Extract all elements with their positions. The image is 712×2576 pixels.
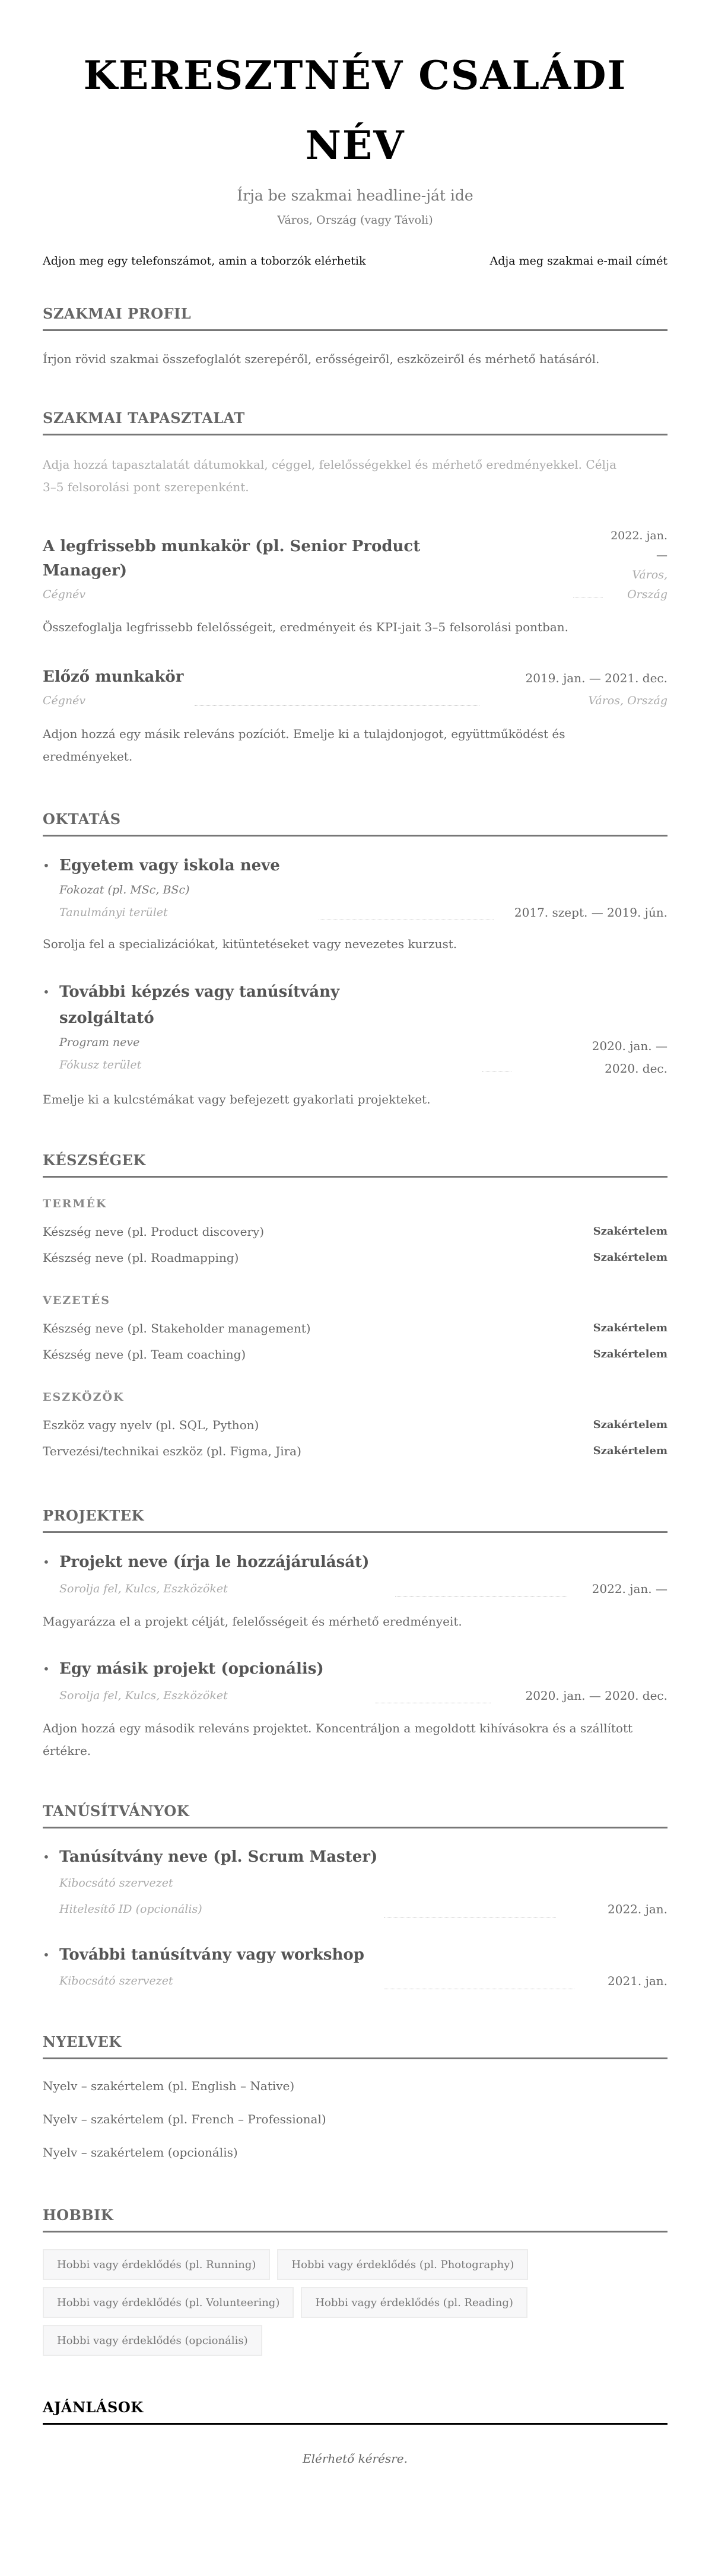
certification-item [43,1942,668,1994]
section-heading-education: OKTATÁS [43,809,668,837]
section-heading-references: AJÁNLÁSOK [43,2397,668,2425]
education-item [43,979,668,1080]
section-heading-skills: KÉSZSÉGEK [43,1150,668,1178]
education-description: Emelje ki a kulcstémákat vagy befejezett gyakorlati projekteket. [43,1092,431,1106]
education-item [43,853,668,924]
job-item [43,529,668,638]
contact-row [43,252,668,270]
job-location: Város, Ország [588,694,668,707]
job-date-start: 2022. jan. [611,529,668,542]
project-date: 2022. jan. — [592,1582,668,1596]
section-heading-projects: PROJEKTEK [43,1506,668,1533]
skill-group-title: VEZETÉS [43,1294,110,1307]
project-name: • Projekt neve (írja le hozzájárulását) [59,1553,370,1571]
leader-line [195,705,479,706]
skill-row [43,1341,668,1367]
leader-line [395,1596,567,1597]
field-of-study: Tanulmányi terület [59,906,168,919]
skill-row [43,1438,668,1464]
skill-name: Készség neve (pl. Team coaching) [43,1347,246,1362]
skill-row [43,1219,668,1245]
skill-group [43,1389,668,1464]
skill-group-title: ESZKÖZÖK [43,1391,125,1404]
skill-row [43,1245,668,1271]
project-description: Magyarázza el a projekt célját, felelősségeit és mérhető eredményeit. [43,1614,462,1629]
certification-item [43,1844,668,1922]
project-description: Adjon hozzá egy második releváns projektet. Koncentráljon a megoldott kihívásokra és a szállított értékre. [43,1721,633,1758]
degree: Fokozat (pl. MSc, BSc) [59,883,190,896]
school-name: • További képzés vagy tanúsítvány szolgáltató [59,983,340,1027]
certification-name: • További tanúsítvány vagy workshop [59,1946,364,1964]
job-location-city: Város, [632,568,668,581]
skill-group [43,1195,668,1271]
issuer: Kibocsátó szervezet [59,1974,173,1987]
hobby-chip: Hobbi vagy érdeklődés (pl. Reading) [301,2287,527,2318]
skill-level: Szakértelem [593,1445,668,1457]
job-location-country: Ország [627,588,668,601]
education-date: 2020. jan. — 2020. dec. [592,1039,668,1076]
project-name: • Egy másik projekt (opcionális) [59,1660,324,1678]
profile-text: Írjon rövid szakmai összefoglalót szerepéről, erősségeiről, eszközeiről és mérhető hatásáról. [43,352,600,366]
hobby-chips [43,2249,595,2356]
project-item [43,1656,668,1707]
project-item [43,1549,668,1600]
phone: Adjon meg egy telefonszámot, amin a toborzók elérhetik [43,255,366,268]
job-description: Összefoglalja legfrissebb felelősségeit, eredményeit és KPI-jait 3–5 felsorolási pontban. [43,620,569,634]
language-item: Nyelv – szakértelem (pl. French – Professional) [43,2112,326,2126]
certification-name: • Tanúsítvány neve (pl. Scrum Master) [59,1848,378,1866]
credential-id: Hitelesítő ID (opcionális) [59,1903,202,1916]
hobby-chip: Hobbi vagy érdeklődés (opcionális) [43,2325,262,2356]
skill-level: Szakértelem [593,1225,668,1238]
skill-row [43,1412,668,1438]
references-text: Elérhető kérésre. [303,2451,408,2466]
hobby-chip: Hobbi vagy érdeklődés (pl. Volunteering) [43,2287,294,2318]
job-description: Adjon hozzá egy másik releváns pozíciót. Emelje ki a tulajdonjogot, együttműködést és eredményeket. [43,727,565,764]
headline: Írja be szakmai headline-ját ide [237,187,473,204]
company-name: Cégnév [43,694,86,707]
section-heading-experience: SZAKMAI TAPASZTALAT [43,408,668,435]
language-item: Nyelv – szakértelem (opcionális) [43,2145,238,2160]
section-heading-hobbies: HOBBIK [43,2205,668,2232]
certification-date: 2022. jan. [608,1902,668,1916]
candidate-name: KERESZTNÉV CSALÁDI NÉV [83,52,627,168]
hobby-chip: Hobbi vagy érdeklődés (pl. Photography) [277,2249,528,2280]
skill-name: Készség neve (pl. Stakeholder management) [43,1321,311,1335]
skill-level: Szakértelem [593,1419,668,1431]
skill-group-title: TERMÉK [43,1197,107,1210]
language-item: Nyelv – szakértelem (pl. English – Native) [43,2079,295,2093]
skill-name: Eszköz vagy nyelv (pl. SQL, Python) [43,1418,259,1432]
skill-level: Szakértelem [593,1251,668,1264]
hobby-chip: Hobbi vagy érdeklődés (pl. Running) [43,2249,270,2280]
job-title: A legfrissebb munkakör (pl. Senior Product Manager) [43,538,421,580]
skill-name: Készség neve (pl. Product discovery) [43,1225,265,1239]
skill-name: Készség neve (pl. Roadmapping) [43,1251,239,1265]
issuer: Kibocsátó szervezet [59,1877,173,1890]
job-date: 2019. jan. — 2021. dec. [525,671,668,685]
skill-level: Szakértelem [593,1348,668,1360]
focus-area: Fókusz terület [59,1058,142,1071]
job-date-separator: — [656,549,668,562]
project-tags: Sorolja fel, Kulcs, Eszközöket [59,1582,228,1595]
section-heading-certifications: TANÚSÍTVÁNYOK [43,1801,668,1828]
experience-intro: Adja hozzá tapasztalatát dátumokkal, céggel, felelősségekkel és mérhető eredményekkel. Célja 3–5 felsorolási pont szerepenként. [43,457,617,494]
section-heading-profile: SZAKMAI PROFIL [43,304,668,331]
skill-row [43,1315,668,1341]
education-description: Sorolja fel a specializációkat, kitüntetéseket vagy nevezetes kurzust. [43,937,457,951]
education-date: 2017. szept. — 2019. jún. [514,905,668,920]
email: Adja meg szakmai e-mail címét [490,255,668,268]
project-tags: Sorolja fel, Kulcs, Eszközöket [59,1689,228,1702]
skill-level: Szakértelem [593,1322,668,1334]
job-title: Előző munkakör [43,668,184,686]
skill-group [43,1292,668,1367]
section-heading-languages: NYELVEK [43,2032,668,2059]
certification-date: 2021. jan. [608,1974,668,1988]
location: Város, Ország (vagy Távoli) [277,214,433,227]
school-name: • Egyetem vagy iskola neve [59,857,280,874]
program-name: Program neve [59,1036,140,1049]
company-name: Cégnév [43,588,86,601]
job-item [43,665,668,768]
skill-name: Tervezési/technikai eszköz (pl. Figma, Jira) [43,1444,301,1458]
project-date: 2020. jan. — 2020. dec. [525,1688,668,1703]
